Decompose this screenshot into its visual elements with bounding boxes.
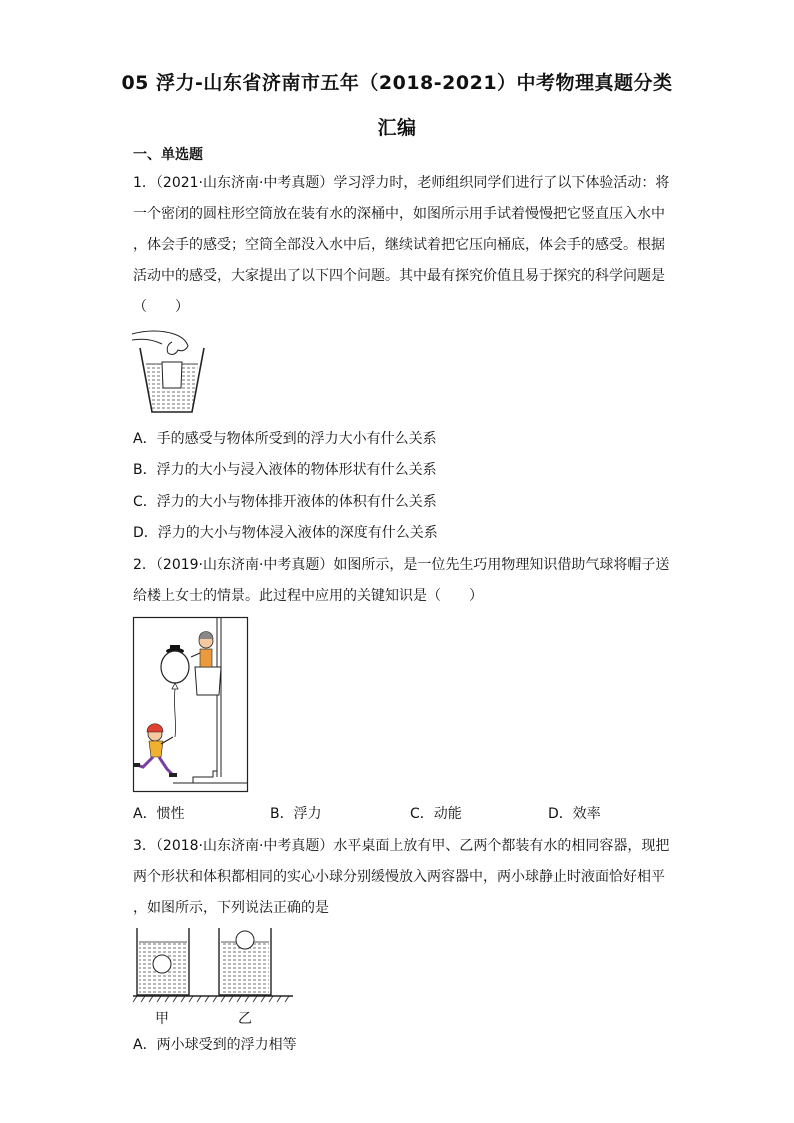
q3-option-a[interactable]: A．两小球受到的浮力相等 [133,1037,297,1053]
q3-line-2: 两个形状和体积都相同的实心小球分别缓慢放入两容器中，两小球静止时液面恰好相平 [133,869,665,885]
q3-line-3: ，如图所示，下列说法正确的是 [133,900,329,916]
q2-balloon-figure [133,617,249,793]
q1-line-5: （ ） [133,299,189,315]
page-title: 05 浮力-山东省济南市五年（2018-2021）中考物理真题分类 [121,72,673,94]
page-title-line2: 汇编 [377,117,417,139]
q2-option-d[interactable]: D．效率 [548,806,601,822]
q1-line-2: 一个密闭的圆柱形空筒放在装有水的深桶中，如图所示用手试着慢慢把它竖直压入水中 [133,206,665,222]
q3-label-jia: 甲 [155,1011,169,1027]
q3-line-1: 3．（2018·山东济南·中考真题）水平桌面上放有甲、乙两个都装有水的相同容器，现把 [133,838,670,854]
q1-option-b[interactable]: B．浮力的大小与浸入液体的物体形状有什么关系 [133,462,437,478]
q1-option-c[interactable]: C．浮力的大小与物体排开液体的体积有什么关系 [133,494,437,510]
q1-line-1: 1．（2021·山东济南·中考真题）学习浮力时，老师组织同学们进行了以下体验活动：将 [133,175,670,191]
q3-containers-figure [133,926,295,1008]
q2-line-2: 给楼上女士的情景。此过程中应用的关键知识是（ ） [133,588,483,604]
q2-option-b[interactable]: B．浮力 [270,806,322,822]
q1-option-d[interactable]: D．浮力的大小与物体浸入液体的深度有什么关系 [133,525,438,541]
q1-option-a[interactable]: A．手的感受与物体所受到的浮力大小有什么关系 [133,431,437,447]
q2-line-1: 2．（2019·山东济南·中考真题）如图所示，是一位先生巧用物理知识借助气球将帽子送 [133,557,670,573]
q3-label-yi: 乙 [238,1011,252,1027]
q1-bucket-figure [132,326,212,416]
q2-option-c[interactable]: C．动能 [410,806,462,822]
q1-line-3: ，体会手的感受；空筒全部没入水中后，继续试着把它压向桶底，体会手的感受。根据 [133,237,665,253]
section-heading: 一、单选题 [133,147,203,163]
q1-line-4: 活动中的感受，大家提出了以下四个问题。其中最有探究价值且易于探究的科学问题是 [133,268,665,284]
q2-option-a[interactable]: A．惯性 [133,806,185,822]
